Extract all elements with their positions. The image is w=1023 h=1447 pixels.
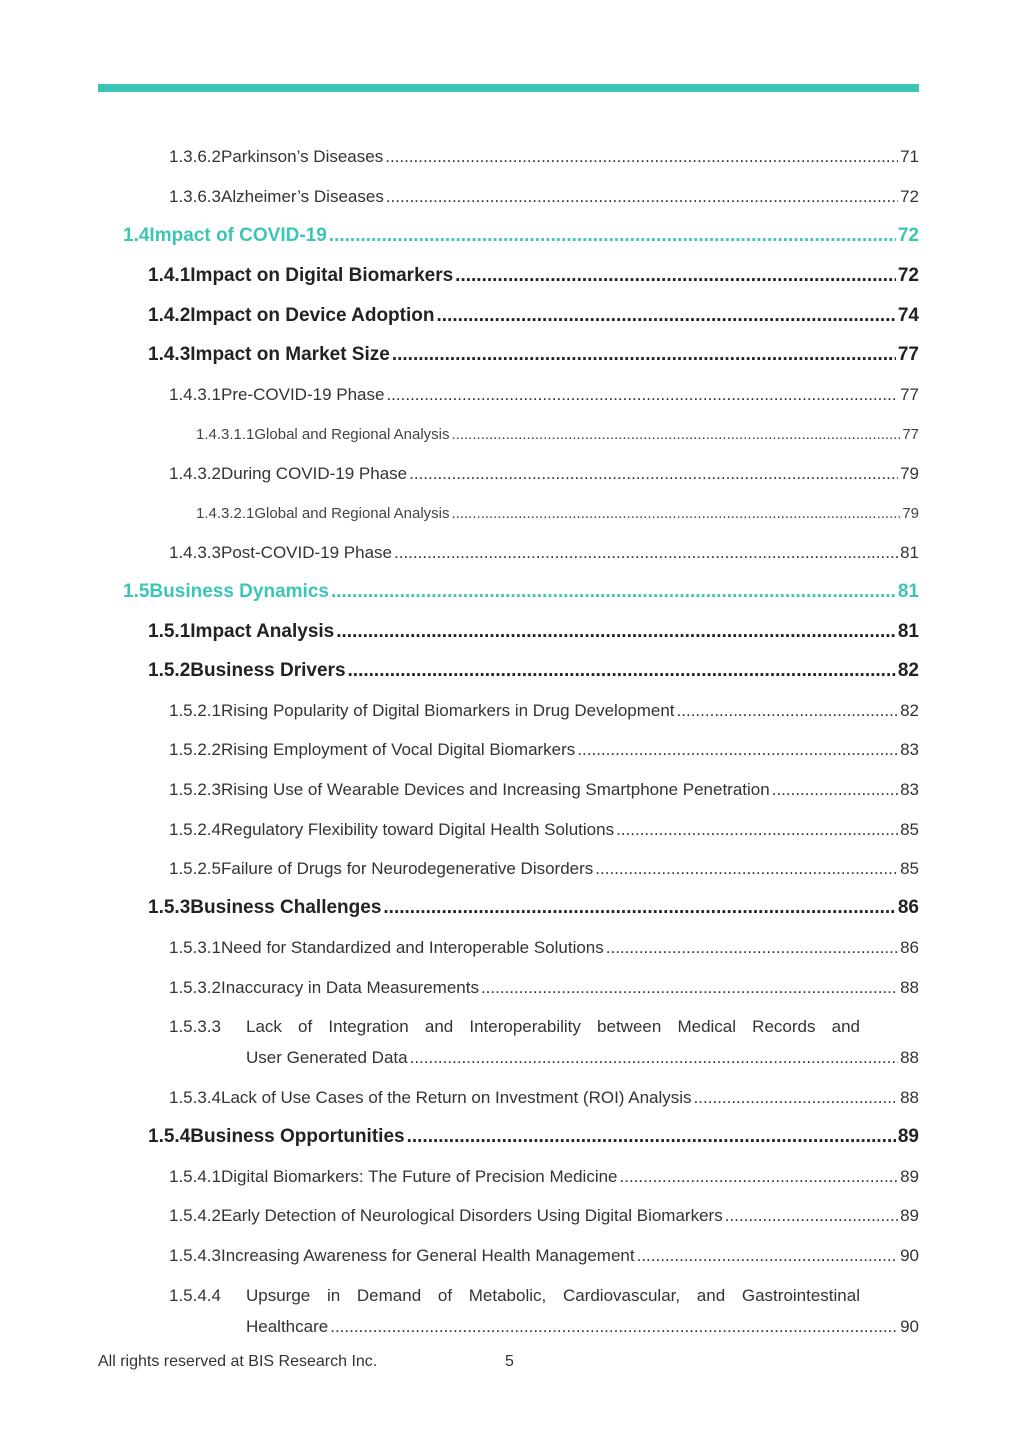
toc-number: 1.4.3.2 [169, 464, 221, 483]
toc-entry-1-5-1[interactable] [148, 621, 919, 643]
toc-number: 1.5.2 [148, 660, 191, 681]
toc-title: Rising Use of Wearable Devices and Increasing Smartphone Penetration [221, 780, 770, 799]
toc-entry-1-5-3[interactable] [148, 897, 919, 919]
toc-leader-dots [452, 426, 901, 443]
toc-title: Upsurge in Demand of Metabolic, Cardiovascular, and Gastrointestinal [246, 1286, 860, 1305]
toc-page: 83 [900, 780, 919, 799]
toc-leader-dots [330, 1317, 898, 1337]
toc-number: 1.4.1 [148, 265, 191, 286]
toc-leader-dots [436, 305, 895, 327]
toc-page: 82 [897, 660, 919, 681]
toc-entry-1-4-3-1-1[interactable] [196, 426, 919, 443]
toc-page: 85 [900, 859, 919, 878]
toc-entry-1-5-3-1[interactable] [169, 938, 919, 958]
toc-entry-1-4-2[interactable] [148, 305, 919, 327]
toc-title: Failure of Drugs for Neurodegenerative Disorders [221, 859, 594, 878]
toc-leader-dots [329, 225, 896, 247]
toc-leader-dots [407, 1126, 896, 1148]
toc-number: 1.3.6.2 [169, 147, 221, 166]
toc-entry-1-5-2-4[interactable] [169, 820, 919, 840]
toc-page: 89 [900, 1206, 919, 1225]
toc-leader-dots [725, 1206, 898, 1226]
toc-title: Impact on Digital Biomarkers [190, 265, 454, 286]
toc-title: Lack of Integration and Interoperability between Medical Records and [246, 1017, 860, 1036]
toc-leader-dots [386, 385, 898, 405]
toc-page: 82 [900, 701, 919, 720]
toc-leader-dots [348, 660, 896, 682]
toc-title-continued: User Generated Data [246, 1048, 408, 1067]
toc-entry-1-5-3-2[interactable] [169, 978, 919, 998]
toc-leader-dots [452, 505, 901, 522]
toc-leader-dots [616, 820, 898, 840]
toc-leader-dots [694, 1088, 899, 1108]
toc-entry-1-5-2-1[interactable] [169, 701, 919, 721]
toc-number: 1.5.4.4 [169, 1286, 221, 1305]
footer-copyright: All rights reserved at BIS Research Inc. [98, 1353, 378, 1370]
toc-number: 1.5.4.2 [169, 1206, 221, 1225]
toc-entry-1-4-3-3[interactable] [169, 543, 919, 563]
toc-entry-1-3-6-3[interactable] [169, 187, 919, 207]
toc-number: 1.5.2.3 [169, 780, 221, 799]
toc-title: Need for Standardized and Interoperable Solutions [221, 938, 604, 957]
toc-leader-dots [392, 344, 896, 366]
toc-title: Early Detection of Neurological Disorders Using Digital Biomarkers [221, 1206, 723, 1225]
toc-title: Pre-COVID-19 Phase [221, 385, 385, 404]
toc-title: Parkinson’s Diseases [221, 147, 384, 166]
toc-entry-1-5-4-4[interactable] [169, 1286, 919, 1338]
toc-leader-dots [606, 938, 898, 958]
toc-entry-1-3-6-2[interactable] [169, 147, 919, 167]
toc-entry-1-5-4[interactable] [148, 1126, 919, 1148]
toc-title: Increasing Awareness for General Health Management [221, 1246, 635, 1265]
toc-title: Global and Regional Analysis [254, 426, 450, 443]
toc-leader-dots [410, 1048, 898, 1068]
toc-number: 1.4.3 [148, 344, 191, 365]
toc-page: 71 [900, 147, 919, 166]
toc-title: Inaccuracy in Data Measurements [221, 978, 479, 997]
toc-number: 1.5 [123, 581, 150, 602]
toc-title: Business Drivers [190, 660, 346, 681]
toc-number: 1.5.4 [148, 1126, 191, 1147]
toc-page: 89 [900, 1167, 919, 1186]
toc-entry-1-4-3[interactable] [148, 344, 919, 366]
toc-title: Impact on Device Adoption [190, 305, 435, 326]
toc-number: 1.5.2.5 [169, 859, 221, 878]
toc-title: Lack of Use Cases of the Return on Investment (ROI) Analysis [221, 1088, 692, 1107]
toc-page: 72 [900, 187, 919, 206]
toc-entry-1-4-1[interactable] [148, 265, 919, 287]
toc-number: 1.5.4.3 [169, 1246, 221, 1265]
toc-entry-1-5-4-1[interactable] [169, 1167, 919, 1187]
toc-number: 1.4.3.1.1 [196, 426, 255, 443]
toc-number: 1.3.6.3 [169, 187, 221, 206]
toc-entry-1-5-3-4[interactable] [169, 1088, 919, 1108]
toc-number: 1.4.3.2.1 [196, 505, 255, 522]
toc-number: 1.5.2.2 [169, 740, 221, 759]
toc-leader-dots [772, 780, 898, 800]
toc-entry-1-4-3-1[interactable] [169, 385, 919, 405]
toc-number: 1.5.2.1 [169, 701, 221, 720]
toc-number: 1.5.3 [148, 897, 191, 918]
toc-leader-dots [409, 464, 898, 484]
toc-leader-dots [336, 621, 896, 643]
toc-page: 79 [902, 505, 919, 522]
toc-page: 72 [897, 265, 919, 286]
toc-title: Rising Popularity of Digital Biomarkers in Drug Development [221, 701, 675, 720]
toc-title: Post-COVID-19 Phase [221, 543, 393, 562]
toc-leader-dots [637, 1246, 898, 1266]
toc-number: 1.5.1 [148, 621, 191, 642]
toc-page: 86 [900, 938, 919, 957]
toc-title: Impact of COVID-19 [149, 225, 327, 246]
toc-page: 77 [897, 344, 919, 365]
toc-leader-dots [677, 701, 899, 721]
toc-entry-1-5-2[interactable] [148, 660, 919, 682]
toc-leader-dots [481, 978, 898, 998]
toc-entry-1-5-4-2[interactable] [169, 1206, 919, 1226]
toc-entry-1-4-3-2-1[interactable] [196, 505, 919, 522]
toc-number: 1.4 [123, 225, 150, 246]
toc-page: 81 [897, 621, 919, 642]
toc-leader-dots [331, 581, 896, 603]
footer-page-number: 5 [505, 1353, 514, 1370]
toc-entry-1-5-2-2[interactable] [169, 740, 919, 760]
toc-number: 1.4.3.3 [169, 543, 221, 562]
toc-page: 77 [900, 385, 919, 404]
toc-number: 1.4.2 [148, 305, 191, 326]
toc-leader-dots [620, 1167, 899, 1187]
toc-page: 74 [897, 305, 919, 326]
toc-page: 90 [900, 1317, 919, 1336]
toc-page: 72 [897, 225, 919, 246]
toc-entry-1-4-3-2[interactable] [169, 464, 919, 484]
toc-entry-1-5-3-3[interactable] [169, 1017, 919, 1069]
toc-entry-1-5[interactable] [123, 581, 919, 603]
toc-page: 83 [900, 740, 919, 759]
toc-page: 81 [897, 581, 919, 602]
toc-leader-dots [386, 187, 898, 207]
toc-title: Regulatory Flexibility toward Digital Health Solutions [221, 820, 615, 839]
toc-page: 89 [897, 1126, 919, 1147]
toc-title: Business Dynamics [149, 581, 329, 602]
toc-title-continued: Healthcare [246, 1317, 329, 1336]
toc-page: 79 [900, 464, 919, 483]
toc-page: 88 [900, 978, 919, 997]
toc-number: 1.4.3.1 [169, 385, 221, 404]
toc-leader-dots [385, 147, 898, 167]
toc-number: 1.5.3.3 [169, 1017, 221, 1036]
toc-entry-1-5-2-5[interactable] [169, 859, 919, 879]
toc-title: Global and Regional Analysis [254, 505, 450, 522]
toc-page: 81 [900, 543, 919, 562]
toc-title: Impact Analysis [190, 621, 335, 642]
toc-number: 1.5.4.1 [169, 1167, 221, 1186]
toc-leader-dots [455, 265, 896, 287]
toc-number: 1.5.3.2 [169, 978, 221, 997]
toc-leader-dots [394, 543, 898, 563]
toc-title: Impact on Market Size [190, 344, 390, 365]
toc-page: 77 [902, 426, 919, 443]
toc-title: Rising Employment of Vocal Digital Biomarkers [221, 740, 576, 759]
toc-number: 1.5.2.4 [169, 820, 221, 839]
toc-title: Digital Biomarkers: The Future of Precision Medicine [221, 1167, 618, 1186]
toc-title: Business Challenges [190, 897, 382, 918]
toc-number: 1.5.3.1 [169, 938, 221, 957]
toc-number: 1.5.3.4 [169, 1088, 221, 1107]
toc-page: 86 [897, 897, 919, 918]
toc-leader-dots [595, 859, 898, 879]
toc-title: During COVID-19 Phase [221, 464, 408, 483]
toc-leader-dots [383, 897, 895, 919]
toc-page: 90 [900, 1246, 919, 1265]
toc-title: Alzheimer’s Diseases [221, 187, 384, 206]
toc-entry-1-5-2-3[interactable] [169, 780, 919, 800]
toc-title: Business Opportunities [190, 1126, 405, 1147]
header-accent-bar [98, 84, 919, 92]
toc-page: 88 [900, 1088, 919, 1107]
toc-page: 85 [900, 820, 919, 839]
toc-entry-1-5-4-3[interactable] [169, 1246, 919, 1266]
toc-entry-1-4[interactable] [123, 225, 919, 247]
toc-page: 88 [900, 1048, 919, 1067]
toc-leader-dots [577, 740, 898, 760]
